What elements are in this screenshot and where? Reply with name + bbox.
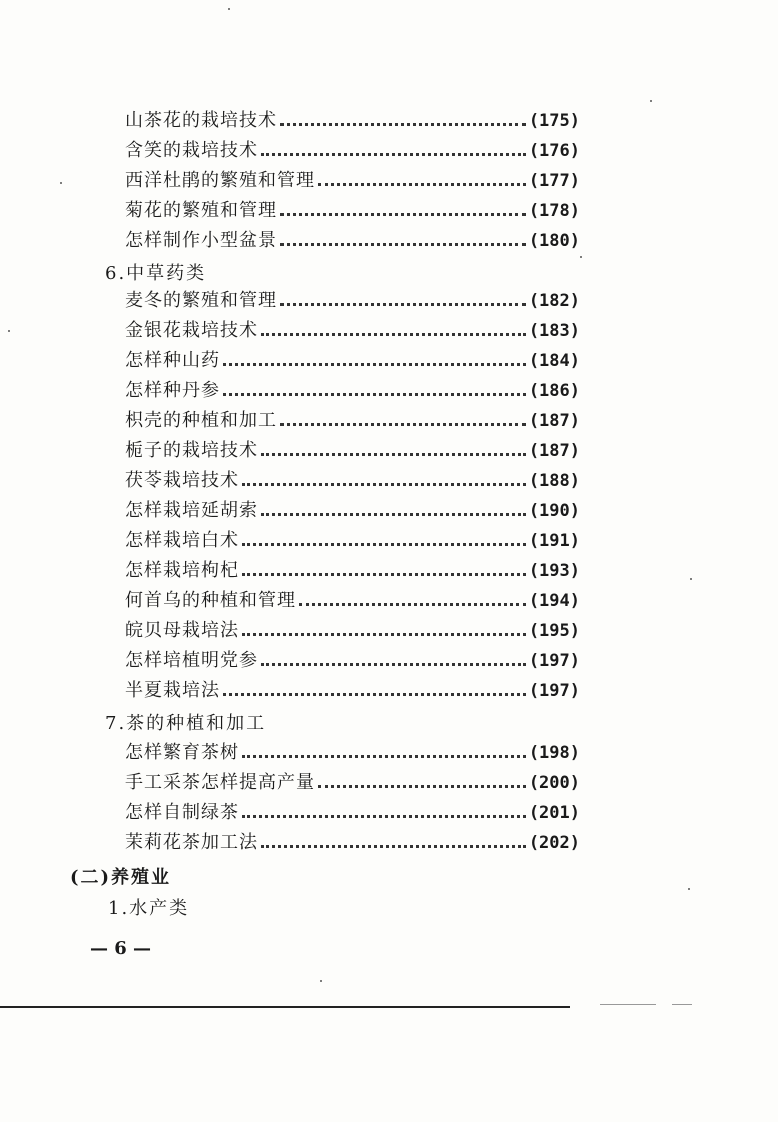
dot-leader <box>261 657 526 666</box>
entry-page: (183) <box>528 321 580 341</box>
toc-entry[interactable] <box>125 374 580 402</box>
entry-page: (197) <box>528 681 580 701</box>
toc-entry[interactable] <box>125 404 580 432</box>
entry-title: 栀子的栽培技术 <box>125 440 258 461</box>
toc-entry[interactable] <box>125 104 580 132</box>
scan-speck <box>228 8 230 10</box>
dot-leader <box>242 809 526 818</box>
dot-leader <box>318 177 526 186</box>
entry-page: (202) <box>528 833 580 853</box>
entry-title: 怎样繁育茶树 <box>125 742 239 763</box>
entry-title: 金银花栽培技术 <box>125 320 258 341</box>
toc-entry[interactable] <box>125 524 580 552</box>
page-number: — 6 — <box>90 938 152 959</box>
entry-title: 怎样制作小型盆景 <box>125 230 277 251</box>
scan-speck <box>688 888 690 890</box>
scan-edge-line <box>600 1004 656 1005</box>
entry-page: (186) <box>528 381 580 401</box>
entry-title: 怎样种山药 <box>125 350 220 371</box>
entry-title: 怎样自制绿茶 <box>125 802 239 823</box>
entry-title: 手工采茶怎样提高产量 <box>125 772 315 793</box>
section-heading: 1.水产类 <box>108 898 190 919</box>
toc-entry[interactable] <box>125 826 580 854</box>
entry-page: (182) <box>528 291 580 311</box>
toc-entry[interactable] <box>125 194 580 222</box>
entry-page: (187) <box>528 411 580 431</box>
entry-page: (178) <box>528 201 580 221</box>
entry-page: (191) <box>528 531 580 551</box>
toc-entry[interactable] <box>125 644 580 672</box>
dot-leader <box>261 839 526 848</box>
dot-leader <box>280 237 526 246</box>
entry-title: 怎样栽培枸杞 <box>125 560 239 581</box>
entry-title: 茉莉花茶加工法 <box>125 832 258 853</box>
dot-leader <box>261 507 526 516</box>
toc-entry[interactable] <box>125 284 580 312</box>
toc-entry[interactable] <box>125 584 580 612</box>
dot-leader <box>261 447 526 456</box>
scan-speck <box>320 980 322 982</box>
part-heading: (二)养殖业 <box>70 867 172 888</box>
entry-title: 西洋杜鹃的繁殖和管理 <box>125 170 315 191</box>
dot-leader <box>280 297 526 306</box>
scan-speck <box>690 578 692 580</box>
entry-page: (187) <box>528 441 580 461</box>
entry-page: (197) <box>528 651 580 671</box>
entry-title: 茯苓栽培技术 <box>125 470 239 491</box>
toc-entry[interactable] <box>125 674 580 702</box>
dot-leader <box>261 147 526 156</box>
dot-leader <box>280 417 526 426</box>
entry-page: (188) <box>528 471 580 491</box>
dot-leader <box>223 357 526 366</box>
entry-page: (200) <box>528 773 580 793</box>
toc-entry[interactable] <box>125 554 580 582</box>
toc-entry[interactable] <box>125 736 580 764</box>
dot-leader <box>242 567 526 576</box>
entry-title: 麦冬的繁殖和管理 <box>125 290 277 311</box>
entry-title: 山茶花的栽培技术 <box>125 110 277 131</box>
entry-page: (195) <box>528 621 580 641</box>
entry-title: 怎样培植明党参 <box>125 650 258 671</box>
scan-edge-line <box>672 1004 692 1005</box>
dot-leader <box>280 117 526 126</box>
entry-title: 半夏栽培法 <box>125 680 220 701</box>
entry-title: 怎样栽培白术 <box>125 530 239 551</box>
toc-entry[interactable] <box>125 314 580 342</box>
scan-edge-line <box>0 1006 570 1008</box>
dot-leader <box>242 749 526 758</box>
entry-page: (190) <box>528 501 580 521</box>
toc-entry[interactable] <box>125 464 580 492</box>
toc-entry[interactable] <box>125 134 580 162</box>
entry-title: 含笑的栽培技术 <box>125 140 258 161</box>
toc-entry[interactable] <box>125 164 580 192</box>
section-heading: 7.茶的种植和加工 <box>105 713 267 734</box>
dot-leader <box>242 477 526 486</box>
entry-title: 何首乌的种植和管理 <box>125 590 296 611</box>
entry-page: (176) <box>528 141 580 161</box>
dot-leader <box>242 537 526 546</box>
entry-page: (175) <box>528 111 580 131</box>
toc-entry[interactable] <box>125 614 580 642</box>
entry-title: 怎样栽培延胡索 <box>125 500 258 521</box>
dot-leader <box>261 327 526 336</box>
entry-page: (201) <box>528 803 580 823</box>
toc-entry[interactable] <box>125 494 580 522</box>
entry-page: (198) <box>528 743 580 763</box>
entry-page: (177) <box>528 171 580 191</box>
toc-entry[interactable] <box>125 224 580 252</box>
toc-entry[interactable] <box>125 344 580 372</box>
entry-page: (194) <box>528 591 580 611</box>
dot-leader <box>223 387 526 396</box>
entry-page: (184) <box>528 351 580 371</box>
dot-leader <box>223 687 526 696</box>
entry-title: 枳壳的种植和加工 <box>125 410 277 431</box>
scan-speck <box>60 182 62 184</box>
scan-speck <box>580 256 582 258</box>
entry-page: (180) <box>528 231 580 251</box>
dot-leader <box>280 207 526 216</box>
entry-title: 菊花的繁殖和管理 <box>125 200 277 221</box>
toc-entry[interactable] <box>125 796 580 824</box>
scan-speck <box>650 100 652 102</box>
scan-speck <box>8 330 10 332</box>
entry-page: (193) <box>528 561 580 581</box>
dot-leader <box>242 627 526 636</box>
dot-leader <box>318 779 526 788</box>
entry-title: 皖贝母栽培法 <box>125 620 239 641</box>
section-heading: 6.中草药类 <box>105 263 207 284</box>
dot-leader <box>299 597 526 606</box>
toc-entry[interactable] <box>125 434 580 462</box>
toc-entry[interactable] <box>125 766 580 794</box>
entry-title: 怎样种丹参 <box>125 380 220 401</box>
